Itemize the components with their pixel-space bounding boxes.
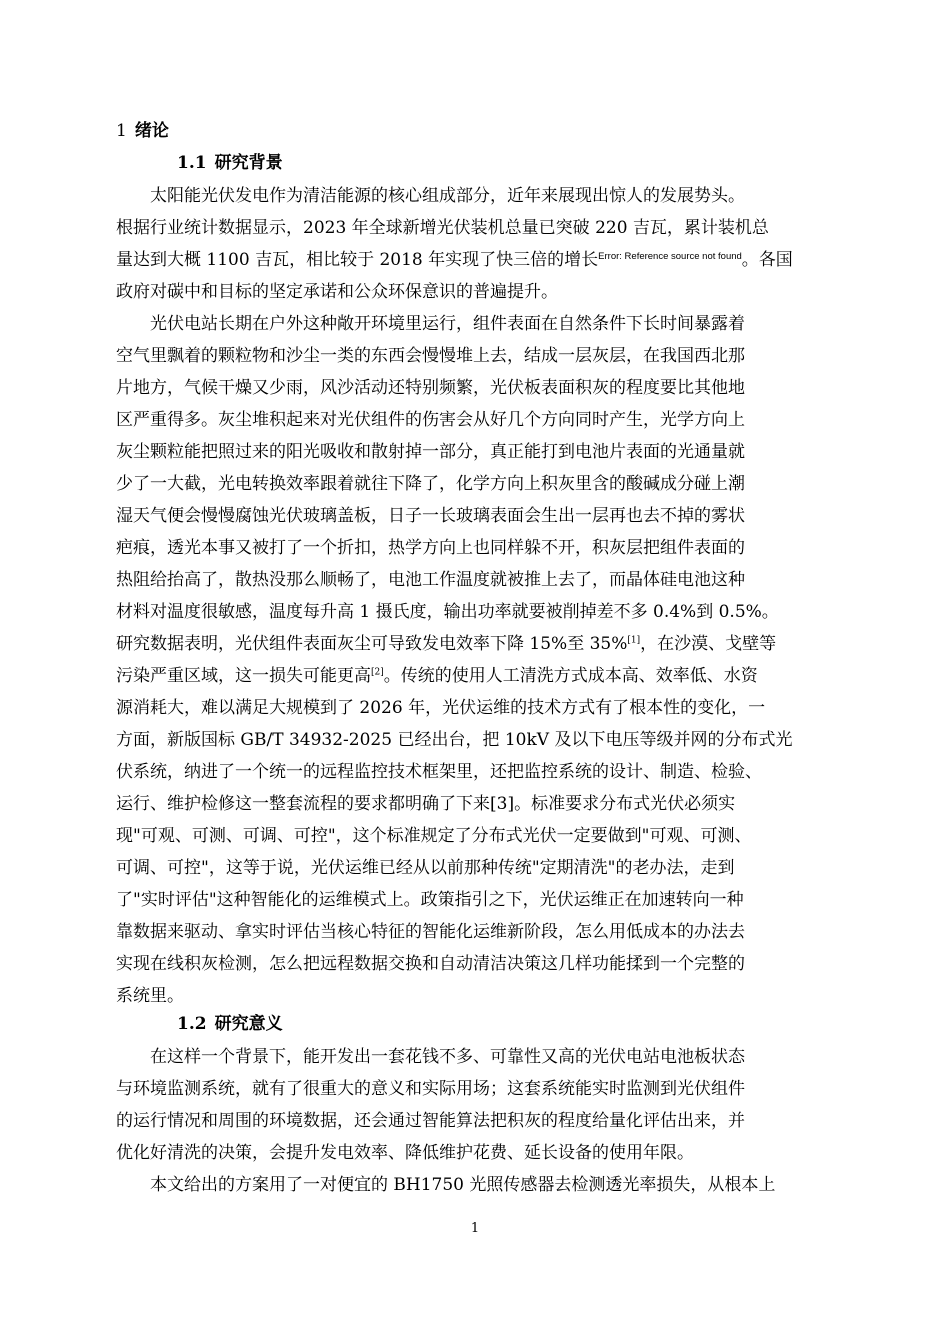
chapter-title: 绪论 [134, 121, 169, 141]
paragraph [116, 180, 834, 308]
text-line: 量达到大概 1100 吉瓦，相比较于 2018 年实现了快三倍的增长$^{Error: Reference source not found}$。各国 [116, 250, 793, 270]
text-line: 实现在线积灰检测，怎么把远程数据交换和自动清洁决策这几样功能揉到一个完整的 [116, 954, 745, 974]
text-line: 污染严重区域，这一损失可能更高[2]。传统的使用人工清洗方式成本高、效率低、水资 [116, 666, 758, 686]
text-line: 方面，新版国标 GB/T 34932-2025 已经出台，把 10kV 及以下电压等级并网的分布式光 [116, 730, 793, 750]
text-line: 运行、维护检修这一整套流程的要求都明确了下来[3]。标准要求分布式光伏必须实 [116, 794, 736, 814]
text-line: 太阳能光伏发电作为清洁能源的核心组成部分，近年来展现出惊人的发展势头。 [150, 186, 745, 206]
page-number: 1 [470, 1221, 480, 1236]
paragraph [116, 1041, 834, 1169]
section-title: 研究意义 [214, 1014, 283, 1034]
text-line: 灰尘颗粒能把照过来的阳光吸收和散射掉一部分，真正能打到电池片表面的光通量就 [116, 442, 745, 462]
text-line: 根据行业统计数据显示，2023 年全球新增光伏装机总量已突破 220 吉瓦，累计装机总 [116, 218, 769, 238]
citation-reference: [2] [371, 667, 384, 678]
section-number: 1.2 [177, 1014, 207, 1034]
section-title: 研究背景 [214, 153, 283, 173]
text-line: 源消耗大，难以满足大规模到了 2026 年，光伏运维的技术方式有了根本性的变化，一 [116, 698, 766, 718]
text-line: 本文给出的方案用了一对便宜的 BH1750 光照传感器去检测透光率损失，从根本上 [150, 1175, 776, 1195]
text-line: 材料对温度很敏感，温度每升高 1 摄氏度，输出功率就要被削掉差不多 0.4%到 0.5%。 [116, 602, 779, 622]
text-line: 可调、可控"，这等于说，光伏运维已经从以前那种传统"定期清洗"的老办法，走到 [116, 858, 735, 878]
text-line: 片地方，气候干燥又少雨，风沙活动还特别频繁，光伏板表面积灰的程度要比其他地 [116, 378, 745, 398]
text-line: 区严重得多。灰尘堆积起来对光伏组件的伤害会从好几个方向同时产生，光学方向上 [116, 410, 745, 430]
paragraph [116, 308, 834, 1012]
text-line: 了"实时评估"这种智能化的运维模式上。政策指引之下，光伏运维正在加速转向一种 [116, 890, 744, 910]
citation-reference: [1] [627, 635, 641, 646]
text-line: 空气里飘着的颗粒物和沙尘一类的东西会慢慢堆上去，结成一层灰层，在我国西北那 [116, 346, 745, 366]
text-line: 的运行情况和周围的环境数据，还会通过智能算法把积灰的程度给量化评估出来，并 [116, 1111, 745, 1131]
text-line: 伏系统，纳进了一个统一的远程监控技术框架里，还把监控系统的设计、制造、检验、 [116, 762, 762, 782]
text-line: 靠数据来驱动、拿实时评估当核心特征的智能化运维新阶段，怎么用低成本的办法去 [116, 922, 745, 942]
text-line: 研究数据表明，光伏组件表面灰尘可导致发电效率下降 15%至 35%[1]，在沙漠、戈壁等 [116, 634, 777, 654]
text-line: 疤痕，透光本事又被打了一个折扣，热学方向上也同样躲不开，积灰层把组件表面的 [116, 538, 745, 558]
text-line: 湿天气便会慢慢腐蚀光伏玻璃盖板，日子一长玻璃表面会生出一层再也去不掉的雾状 [116, 506, 745, 526]
chapter-heading [116, 119, 169, 143]
section-heading [177, 1012, 283, 1036]
text-line: 热阻给抬高了，散热没那么顺畅了，电池工作温度就被推上去了，而晶体硅电池这种 [116, 570, 745, 590]
text-line: 在这样一个背景下，能开发出一套花钱不多、可靠性又高的光伏电站电池板状态 [150, 1047, 745, 1067]
reference-error: Error: Reference source not found [598, 251, 742, 262]
text-line: 少了一大截，光电转换效率跟着就往下降了，化学方向上积灰里含的酸碱成分碰上潮 [116, 474, 745, 494]
chapter-number: 1 [116, 121, 127, 141]
text-line: 光伏电站长期在户外这种敞开环境里运行，组件表面在自然条件下长时间暴露着 [150, 314, 745, 334]
text-line: 与环境监测系统，就有了很重大的意义和实际用场；这套系统能实时监测到光伏组件 [116, 1079, 745, 1099]
text-line: 政府对碳中和目标的坚定承诺和公众环保意识的普遍提升。 [116, 282, 558, 302]
paragraph [116, 1169, 834, 1201]
text-line: 系统里。 [116, 986, 184, 1006]
text-line: 优化好清洗的决策，会提升发电效率、降低维护花费、延长设备的使用年限。 [116, 1143, 694, 1163]
section-heading [177, 151, 283, 175]
text-line: 现"可观、可测、可调、可控"，这个标准规定了分布式光伏一定要做到"可观、可测、 [116, 826, 752, 846]
section-number: 1.1 [177, 153, 207, 173]
